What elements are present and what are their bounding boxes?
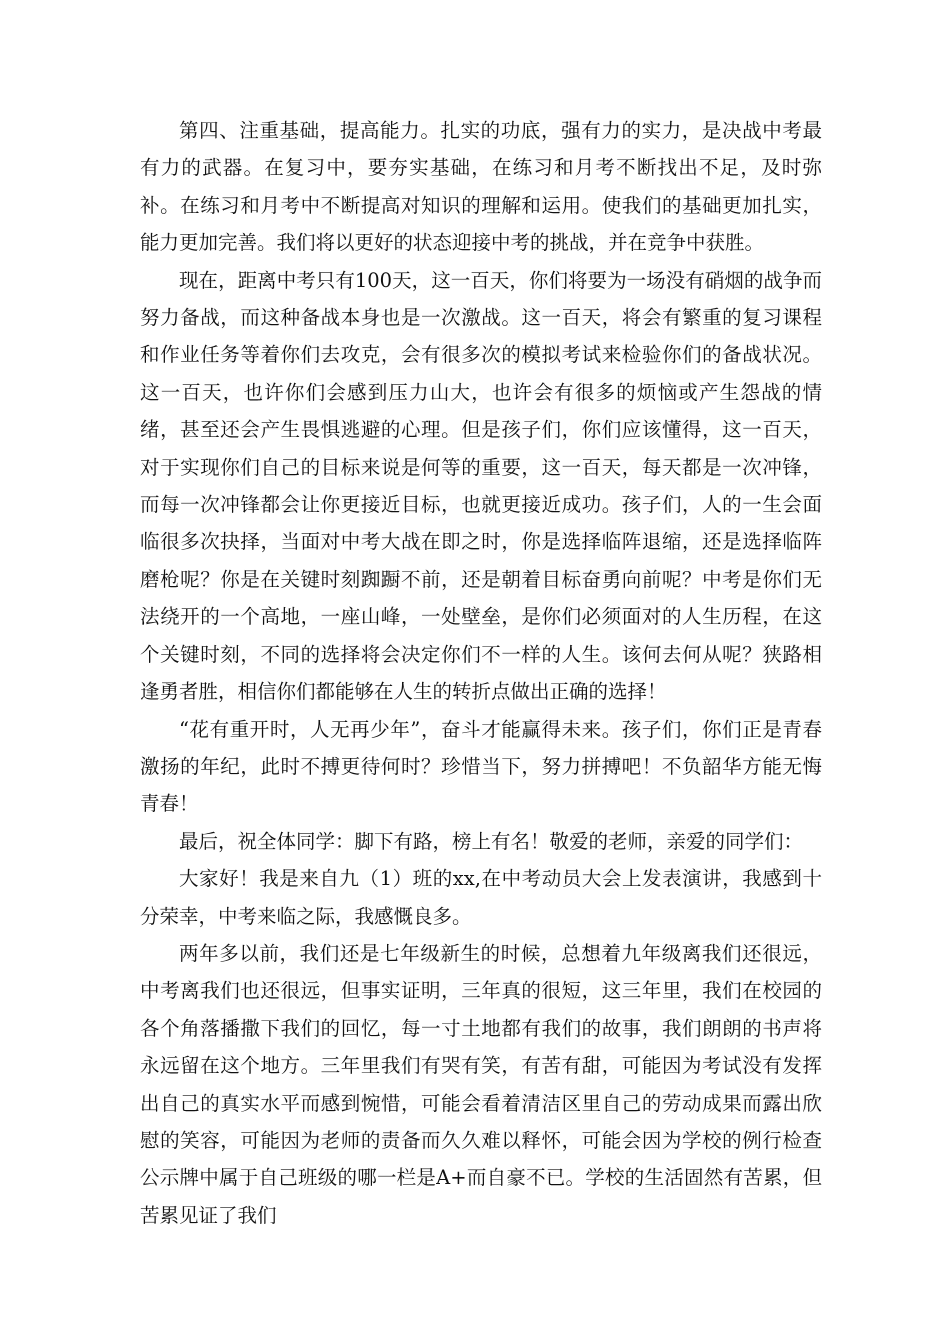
paragraph-foundation: 第四、注重基础，提高能力。扎实的功底，强有力的实力，是决战中考最有力的武器。在复习中，要夯实基础，在练习和月考不断找出不足，及时弥补。在练习和月考中不断提高对知识的理解和运用。使我们的基础更加扎实，能力更加完善。我们将以更好的状态迎接中考的挑战，并在竞争中获胜。 [140, 119, 822, 255]
document-body [140, 112, 822, 1234]
paragraph-speech-intro: 大家好！我是来自九（1）班的xx,在中考动员大会上发表演讲，我感到十分荣幸，中考来临之际，我感慨良多。 [140, 867, 822, 928]
paragraph-memories: 两年多以前，我们还是七年级新生的时候，总想着九年级离我们还很远，中考离我们也还很远，但事实证明，三年真的很短，这三年里，我们在校园的各个角落播撒下我们的回忆，每一寸土地都有我们的故事，我们朗朗的书声将永远留在这个地方。三年里我们有哭有笑，有苦有甜，可能因为考试没有发挥出自己的真实水平而感到惋惜，可能会看着清洁区里自己的劳动成果而露出欣慰的笑容，可能因为老师的责备而久久难以释怀，可能会因为学校的例行检查公示牌中属于自己班级的哪一栏是A+而自豪不已。学校的生活固然有苦累，但苦累见证了我们 [140, 941, 822, 1227]
paragraph-youth: “花有重开时，人无再少年”，奋斗才能赢得未来。孩子们，你们正是青春激扬的年纪，此时不搏更待何时？珍惜当下，努力拼搏吧！不负韶华方能无悔青春！ [140, 717, 822, 816]
paragraph-closing-greeting: 最后，祝全体同学：脚下有路，榜上有名！敬爱的老师，亲爱的同学们： [179, 829, 804, 853]
paragraph-hundred-days: 现在，距离中考只有100天，这一百天，你们将要为一场没有硝烟的战争而努力备战，而这种备战本身也是一次激战。这一百天，将会有繁重的复习课程和作业任务等着你们去攻克，会有很多次的模拟考试来检验你们的备战状况。这一百天，也许你们会感到压力山大，也许会有很多的烦恼或产生怨战的情绪，甚至还会产生畏惧逃避的心理。但是孩子们，你们应该懂得，这一百天，对于实现你们自己的目标来说是何等的重要，这一百天，每天都是一次冲锋，而每一次冲锋都会让你更接近目标，也就更接近成功。孩子们，人的一生会面临很多次抉择，当面对中考大战在即之时，你是选择临阵退缩，还是选择临阵磨枪呢？你是在关键时刻踟蹰不前，还是朝着目标奋勇向前呢？中考是你们无法绕开的一个高地，一座山峰，一处壁垒，是你们必须面对的人生历程，在这个关键时刻，不同的选择将会决定你们不一样的人生。该何去何从呢？狭路相逢勇者胜，相信你们都能够在人生的转折点做出正确的选择！ [140, 268, 822, 704]
